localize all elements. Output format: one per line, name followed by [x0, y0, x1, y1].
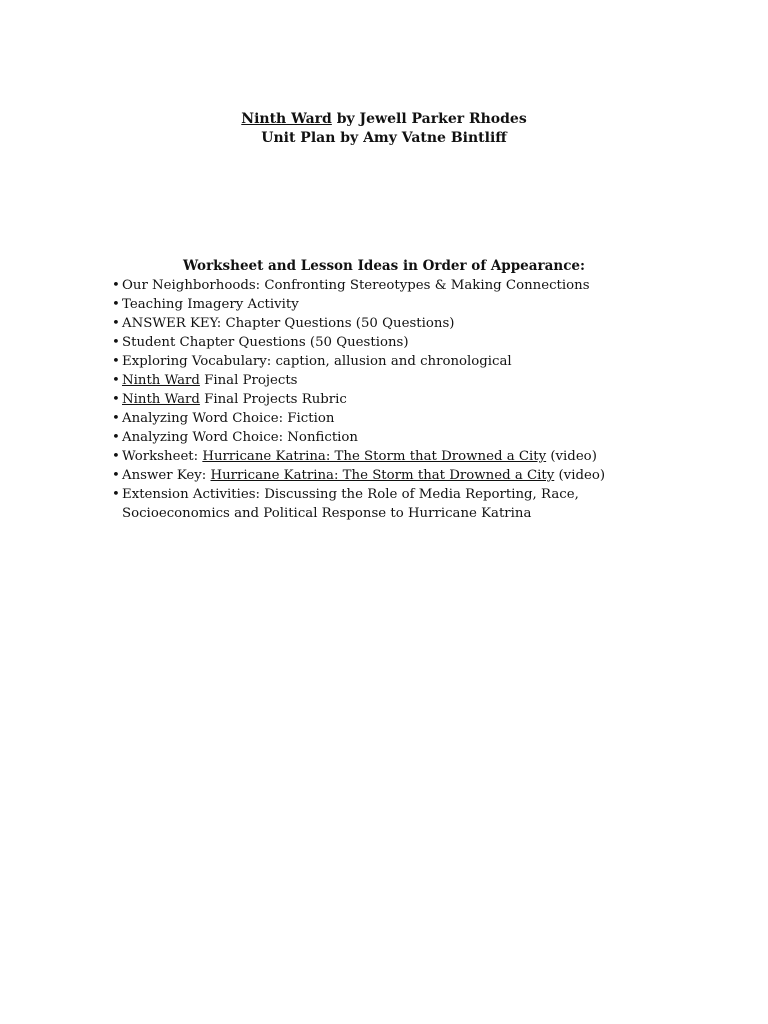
list-item [112, 352, 632, 371]
list-item-continuation: Socioeconomics and Political Response to Hurricane Katrina [122, 506, 532, 521]
bullet-icon: • [112, 449, 120, 464]
list-item [112, 295, 632, 314]
bullet-icon: • [112, 354, 120, 369]
book-title-reference: Ninth Ward [122, 373, 200, 388]
list-item-text: Analyzing Word Choice: Nonfiction [122, 430, 358, 445]
list-item [112, 390, 632, 409]
list-item [112, 485, 632, 523]
bullet-icon: • [112, 468, 120, 483]
list-item-prefix: Worksheet: [122, 449, 203, 464]
list-item [112, 466, 632, 485]
video-title-reference: Hurricane Katrina: The Storm that Drowned a City [210, 468, 555, 483]
bullet-icon: • [112, 316, 120, 331]
list-item-text: Final Projects [199, 373, 298, 388]
bullet-icon: • [112, 335, 120, 350]
list-item-text: Extension Activities: Discussing the Role of Media Reporting, Race, [122, 487, 579, 502]
bullet-icon: • [112, 373, 120, 388]
bullet-icon: • [112, 411, 120, 426]
book-title: Ninth Ward [241, 111, 332, 127]
section-heading: Worksheet and Lesson Ideas in Order of Appearance: [183, 258, 585, 274]
list-item-text: Analyzing Word Choice: Fiction [122, 411, 335, 426]
list-item [112, 447, 632, 466]
author-credit: by Jewell Parker Rhodes [331, 111, 527, 127]
bullet-icon: • [112, 278, 120, 293]
list-item [112, 276, 632, 295]
list-item [112, 409, 632, 428]
bullet-icon: • [112, 297, 120, 312]
list-item-text: Student Chapter Questions (50 Questions) [122, 335, 409, 350]
bullet-icon: • [112, 392, 120, 407]
list-item-text: Exploring Vocabulary: caption, allusion and chronological [122, 354, 512, 369]
list-item [112, 428, 632, 447]
list-item-text: Our Neighborhoods: Confronting Stereotypes & Making Connections [122, 278, 590, 293]
video-title-reference: Hurricane Katrina: The Storm that Drowned a City [202, 449, 547, 464]
list-item [112, 314, 632, 333]
list-item-text: ANSWER KEY: Chapter Questions (50 Questions) [122, 316, 455, 331]
list-item-text: Final Projects Rubric [199, 392, 347, 407]
document-title-block [0, 110, 768, 148]
unit-plan-credit: Unit Plan by Amy Vatne Bintliff [261, 130, 507, 146]
bullet-icon: • [112, 430, 120, 445]
list-item-text: (video) [554, 468, 606, 483]
list-item-text: Teaching Imagery Activity [122, 297, 299, 312]
title-line [0, 110, 768, 129]
list-item-text: (video) [546, 449, 597, 464]
list-item-prefix: Answer Key: [122, 468, 211, 483]
lesson-list [112, 276, 632, 523]
bullet-icon: • [112, 487, 120, 502]
book-title-reference: Ninth Ward [122, 392, 200, 407]
list-item [112, 371, 632, 390]
list-item [112, 333, 632, 352]
